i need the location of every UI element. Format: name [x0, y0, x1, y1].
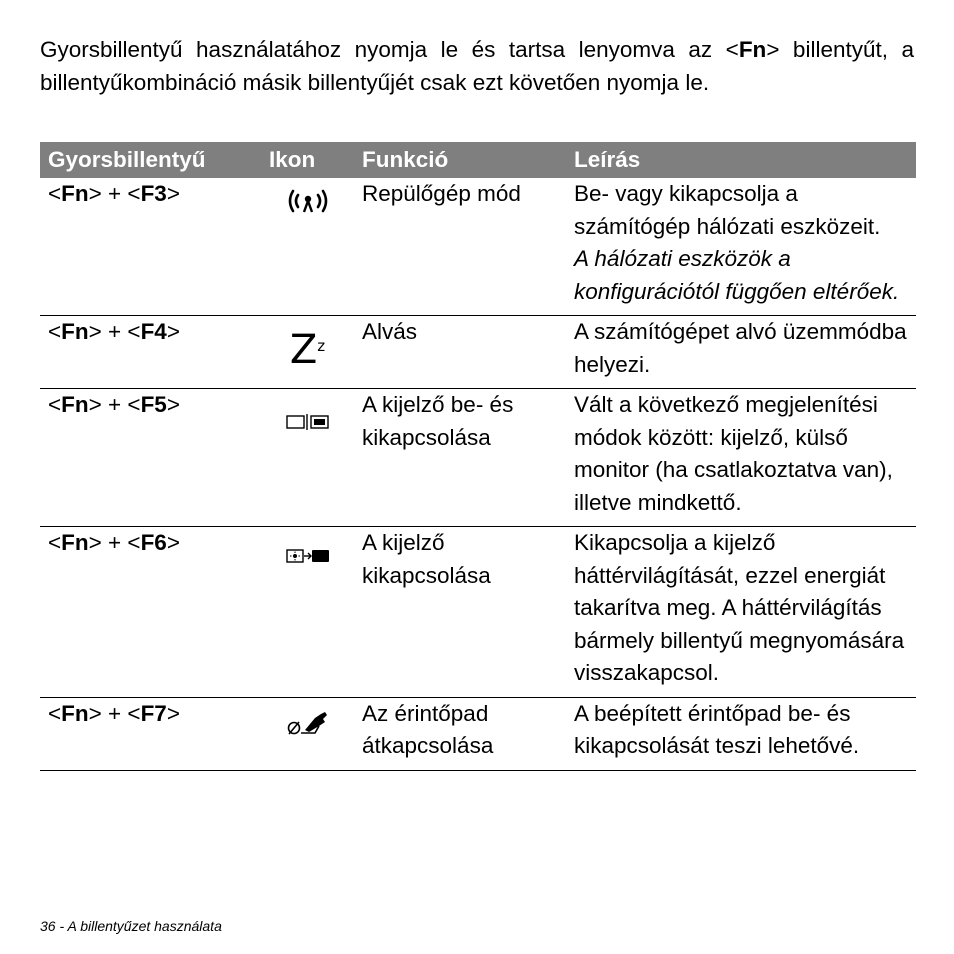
function-cell: A kijelző be- és kikapcsolása: [354, 389, 566, 527]
touchpad-toggle-icon: [285, 710, 331, 748]
table-row: [40, 178, 916, 316]
display-off-icon: [286, 541, 330, 574]
hotkey-cell: <Fn> + <F7>: [40, 697, 261, 770]
hotkey-cell: <Fn> + <F6>: [40, 527, 261, 698]
page-footer: 36 - A billentyűzet használata: [40, 918, 222, 934]
header-icon: Ikon: [261, 142, 354, 178]
wireless-antenna-icon: [284, 187, 332, 225]
function-cell: A kijelző kikapcsolása: [354, 527, 566, 698]
header-hotkey: Gyorsbillentyű: [40, 142, 261, 178]
table-header-row: [40, 142, 916, 178]
intro-text-after: > billentyűt, a billentyűkombináció másik billentyűjét csak ezt követően nyomja le.: [40, 37, 914, 95]
intro-text-before: Gyorsbillentyű használatához nyomja le és tartsa lenyomva az <: [40, 37, 739, 62]
icon-cell: [261, 389, 354, 527]
function-cell: Alvás: [354, 316, 566, 389]
hotkey-cell: <Fn> + <F5>: [40, 389, 261, 527]
hotkey-cell: <Fn> + <F4>: [40, 316, 261, 389]
hotkey-table: [40, 142, 916, 771]
display-toggle-icon: [286, 407, 330, 440]
icon-cell: [261, 527, 354, 698]
intro-fn-key: Fn: [738, 37, 767, 62]
icon-cell: [261, 316, 354, 389]
header-function: Funkció: [354, 142, 566, 178]
table-row: [40, 316, 916, 389]
function-cell: Az érintőpad átkapcsolása: [354, 697, 566, 770]
icon-cell: [261, 178, 354, 316]
description-text: Be- vagy kikapcsolja a számítógép hálózati eszközeit.: [574, 181, 881, 239]
table-row: [40, 389, 916, 527]
function-cell: Repülőgép mód: [354, 178, 566, 316]
intro-paragraph: [40, 33, 914, 99]
description-note: A hálózati eszközök a konfigurációtól függően eltérőek.: [574, 246, 900, 304]
table-row: [40, 527, 916, 698]
description-cell: [566, 178, 916, 316]
header-description: Leírás: [566, 142, 916, 178]
hotkey-cell: <Fn> + <F3>: [40, 178, 261, 316]
description-cell: A számítógépet alvó üzemmódba helyezi.: [566, 316, 916, 389]
description-cell: Vált a következő megjelenítési módok között: kijelző, külső monitor (ha csatlakoztatva van), illetve mindkettő.: [566, 389, 916, 527]
description-cell: A beépített érintőpad be- és kikapcsolását teszi lehetővé.: [566, 697, 916, 770]
description-cell: Kikapcsolja a kijelző háttérvilágítását, ezzel energiát takarítva meg. A háttérvilágítás bármely billentyű megnyomására visszakapcsol.: [566, 527, 916, 698]
icon-cell: [261, 697, 354, 770]
table-row: [40, 697, 916, 770]
sleep-zz-icon: $Z^z$: [289, 327, 326, 373]
